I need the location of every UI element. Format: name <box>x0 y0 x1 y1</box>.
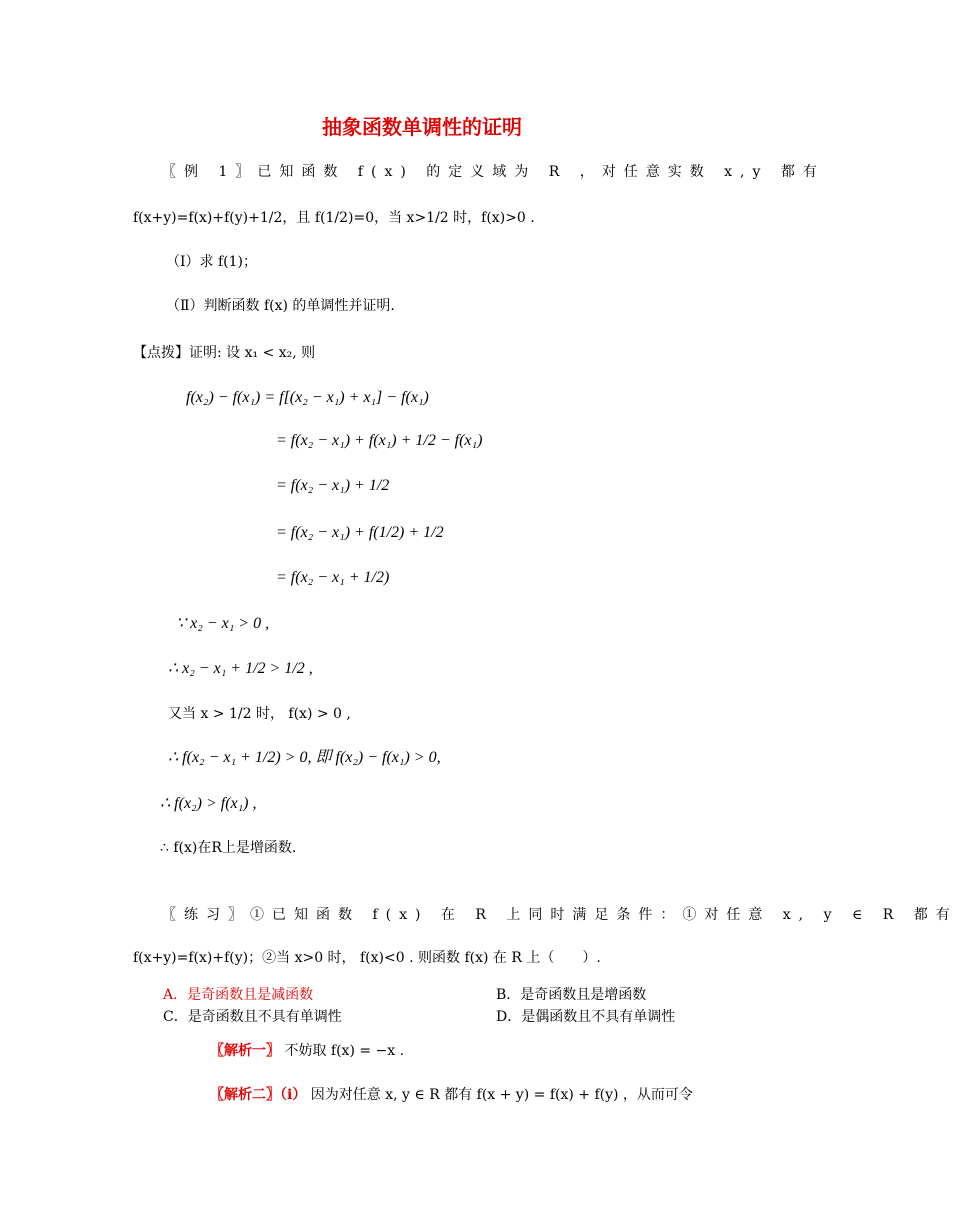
example-statement-line-1: 〖例 1〗已知函数 f(x) 的定义域为 R ，对任意实数 x,y 都有 <box>162 164 825 180</box>
proof-intro <box>133 343 315 363</box>
proof-conclusion: ∴ f(x)在R上是增函数. <box>160 840 297 856</box>
proof-step-4: = f(x₂ − x₁) + f(1/2) + 1/2 <box>276 524 444 541</box>
option-a: A．是奇函数且是减函数 <box>163 987 314 1003</box>
solution-1 <box>210 1041 404 1061</box>
solution-2 <box>210 1085 693 1105</box>
proof-step-2: = f(x₂ − x₁) + f(x₁) + 1/2 − f(x₁) <box>276 432 483 449</box>
option-d: D．是偶函数且不具有单调性 <box>496 1009 676 1025</box>
proof-because: ∵ x₂ − x₁ > 0 , <box>176 615 270 632</box>
proof-step-1: f(x₂) − f(x₁) = f[(x₂ − x₁) + x₁] − f(x₁) <box>186 389 429 406</box>
solution-1-text: 不妨取 f(x) = −x . <box>284 1043 405 1059</box>
proof-therefore-3: ∴ f(x₂) > f(x₁) , <box>160 795 257 812</box>
proof-therefore-1: ∴ x₂ − x₁ + 1/2 > 1/2 , <box>168 660 313 677</box>
proof-also: 又当 x > 1/2 时， f(x) > 0 , <box>168 706 351 722</box>
exercise-line-1: 〖练习〗①已知函数 f(x) 在 R 上同时满足条件：①对任意 x, y ∈ R 都有 <box>162 907 958 923</box>
solution-1-label: 〖解析一〗 <box>210 1043 280 1059</box>
solution-2-label: 〖解析二〗（ⅰ） <box>210 1087 307 1103</box>
proof-step-5: = f(x₂ − x₁ + 1/2) <box>276 569 390 586</box>
example-statement-line-2: f(x+y)=f(x)+f(y)+1/2，且 f(1/2)=0，当 x>1/2 时，f(x)>0 . <box>133 210 535 226</box>
solution-2-text: 因为对任意 x, y ∈ R 都有 f(x + y) = f(x) + f(y) ，从而可令 <box>310 1087 693 1103</box>
proof-intro-text: 【点拨】证明: 设 x₁ < x₂, 则 <box>133 345 316 361</box>
option-c: C．是奇函数且不具有单调性 <box>163 1009 342 1025</box>
exercise-line-2: f(x+y)=f(x)+f(y)；②当 x>0 时， f(x)<0 . 则函数 f(x) 在 R 上（ ）. <box>133 950 601 966</box>
example-part-2: （Ⅱ）判断函数 f(x) 的单调性并证明. <box>166 298 395 314</box>
example-part-1: （Ⅰ）求 f(1)； <box>166 254 257 270</box>
proof-therefore-2: ∴ f(x₂ − x₁ + 1/2) > 0, 即 f(x₂) − f(x₁) > 0, <box>168 749 441 766</box>
page-title: 抽象函数单调性的证明 <box>322 115 522 139</box>
proof-step-3: = f(x₂ − x₁) + 1/2 <box>276 477 390 494</box>
option-b: B．是奇函数且是增函数 <box>496 987 647 1003</box>
